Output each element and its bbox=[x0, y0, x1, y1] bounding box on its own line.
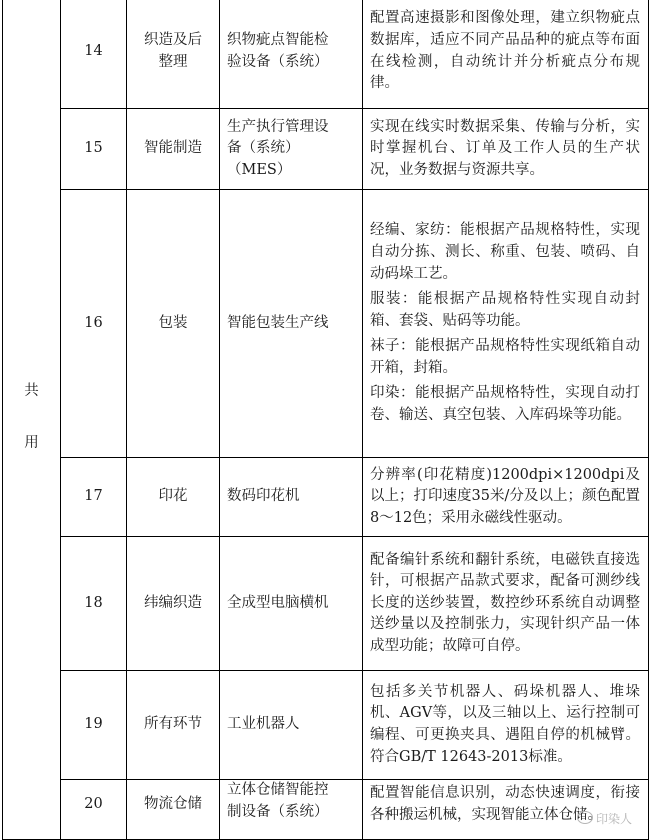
equipment-cell bbox=[220, 458, 363, 537]
requirement-paragraph: 配置高速摄影和图像处理，建立织物疵点数据库，适应不同产品品种的疵点等布面在线检测，自动统计并分析疵点分布规律。 bbox=[370, 10, 640, 92]
equipment-cell bbox=[220, 109, 363, 190]
equipment-line: 智能包装生产线 bbox=[227, 314, 329, 331]
process-line: 包装 bbox=[158, 314, 188, 331]
requirement-cell bbox=[363, 109, 649, 190]
requirement-cell bbox=[363, 671, 649, 780]
table-row bbox=[3, 458, 649, 537]
equipment-line: 备（系统） bbox=[227, 140, 300, 157]
equipment-line: 制设备（系统） bbox=[227, 803, 329, 820]
process-line: 纬编织造 bbox=[144, 594, 202, 611]
equipment-line: 工业机器人 bbox=[227, 716, 300, 733]
equipment-line: 立体仓储智能控 bbox=[227, 782, 329, 798]
process-cell bbox=[127, 190, 220, 458]
requirement-paragraph: 配备编针系统和翻针系统，电磁铁直接选针，可根据产品款式要求，配备可测纱线长度的送纱装置，数控纱环系统自动调整送纱量以及控制张力，实现针织产品一体成型功能；故障可自停。 bbox=[370, 551, 640, 654]
spec-table bbox=[2, 0, 649, 840]
row-number: 20 bbox=[61, 780, 127, 840]
equipment-line: （MES） bbox=[227, 161, 292, 178]
equipment-line: 生产执行管理设 bbox=[227, 118, 329, 135]
equipment-cell bbox=[220, 780, 363, 840]
table-row bbox=[3, 0, 649, 109]
row-number: 15 bbox=[61, 109, 127, 190]
category-cell bbox=[3, 0, 61, 840]
table-row bbox=[3, 780, 649, 840]
requirement-paragraph: 袜子：能根据产品规格特性实现纸箱自动开箱，封箱。 bbox=[370, 338, 640, 376]
requirement-paragraph: 实现在线实时数据采集、传输与分析，实时掌握机台、订单及工作人员的生产状况，业务数据与资源共享。 bbox=[370, 118, 640, 178]
process-line: 所有环节 bbox=[144, 716, 202, 733]
requirement-paragraph: 配置智能信息识别，动态快速调度，衔接各种搬运机械，实现智能立体仓储。 bbox=[370, 785, 640, 823]
process-cell bbox=[127, 780, 220, 840]
requirement-cell bbox=[363, 537, 649, 671]
requirement-paragraph: 包括多关节机器人、码垛机器人、堆垛机、AGV等，以及三轴以上、运行控制可编程、可更换夹具、遇阻自停的机械臂。符合GB/T 12643-2013标准。 bbox=[370, 683, 640, 765]
table-row bbox=[3, 537, 649, 671]
watermark-text: 印染人 bbox=[595, 812, 632, 826]
process-cell bbox=[127, 0, 220, 109]
equipment-cell bbox=[220, 190, 363, 458]
process-line: 印花 bbox=[158, 488, 188, 505]
requirement-cell bbox=[363, 458, 649, 537]
category-char-1: 共 bbox=[24, 383, 39, 399]
category-char-2: 用 bbox=[24, 435, 39, 451]
table-row bbox=[3, 190, 649, 458]
row-number: 14 bbox=[61, 0, 127, 109]
process-cell bbox=[127, 109, 220, 190]
process-line: 智能制造 bbox=[144, 140, 202, 157]
equipment-cell bbox=[220, 671, 363, 780]
wechat-icon bbox=[577, 811, 593, 824]
equipment-line: 织物疵点智能检 bbox=[227, 31, 329, 48]
row-number: 18 bbox=[61, 537, 127, 671]
process-line: 整理 bbox=[158, 53, 188, 70]
equipment-line: 数码印花机 bbox=[227, 488, 300, 505]
requirement-paragraph: 印染：能根据产品规格特性，实现自动打卷、输送、真空包装、入库码垛等功能。 bbox=[370, 385, 640, 424]
process-cell bbox=[127, 537, 220, 671]
process-cell bbox=[127, 671, 220, 780]
requirement-paragraph: 分辨率(印花精度)1200dpi×1200dpi及以上；打印速度35米/分及以上；颜色配置8～12色；采用永磁线性驱动。 bbox=[370, 466, 640, 526]
process-line: 织造及后 bbox=[144, 31, 202, 48]
watermark bbox=[577, 810, 632, 827]
equipment-cell bbox=[220, 0, 363, 109]
requirement-paragraph: 经编、家纺：能根据产品规格特性，实现自动分拣、测长、称重、包装、喷码、自动码垛工艺。 bbox=[370, 222, 640, 282]
requirement-cell bbox=[363, 0, 649, 109]
process-cell bbox=[127, 458, 220, 537]
requirement-cell bbox=[363, 190, 649, 458]
row-number: 16 bbox=[61, 190, 127, 458]
equipment-cell bbox=[220, 537, 363, 671]
row-number: 17 bbox=[61, 458, 127, 537]
process-line: 物流仓储 bbox=[144, 796, 202, 812]
equipment-line: 全成型电脑横机 bbox=[227, 594, 329, 611]
table-row bbox=[3, 671, 649, 780]
table-row bbox=[3, 109, 649, 190]
row-number: 19 bbox=[61, 671, 127, 780]
requirement-paragraph: 服装：能根据产品规格特性实现自动封箱、套袋、贴码等功能。 bbox=[370, 291, 640, 329]
equipment-line: 验设备（系统） bbox=[227, 53, 329, 70]
